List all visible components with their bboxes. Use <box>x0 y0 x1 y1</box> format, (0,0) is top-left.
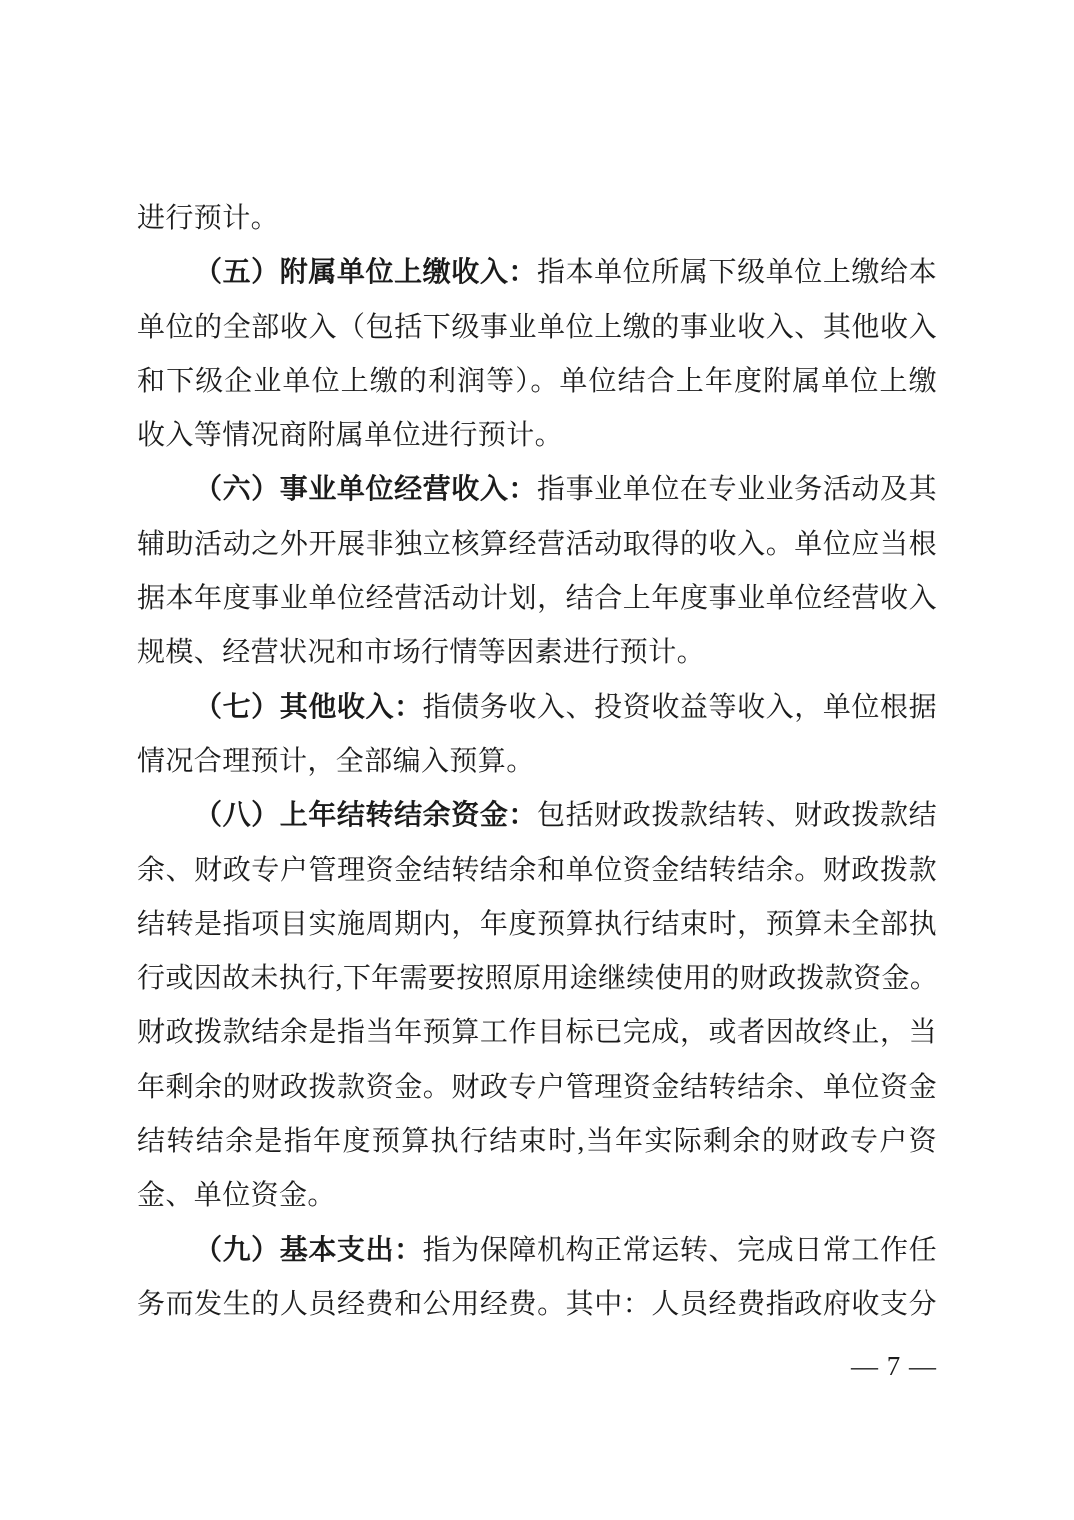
text-line <box>137 1115 937 1169</box>
page-number: — 7 — <box>851 1351 937 1381</box>
section-heading: （七）其他收入： <box>194 691 423 723</box>
text-line <box>137 1006 937 1060</box>
text-line <box>137 518 937 572</box>
text-line <box>137 1061 937 1115</box>
line-text: 辅助活动之外开展非独立核算经营活动取得的收入。单位应当根 <box>137 528 937 560</box>
line-text: 情况合理预计，全部编入预算。 <box>137 745 535 777</box>
line-text: 规模、经营状况和市场行情等因素进行预计。 <box>137 637 706 669</box>
text-line <box>137 463 937 517</box>
text-line <box>137 572 937 626</box>
line-text: 和下级企业单位上缴的利润等）。单位结合上年度附属单位上缴 <box>137 365 937 397</box>
line-text: 据本年度事业单位经营活动计划，结合上年度事业单位经营收入 <box>137 583 937 615</box>
section-heading: （六）事业单位经营收入： <box>194 474 537 506</box>
text-line <box>137 1278 937 1332</box>
text-line <box>137 192 937 246</box>
line-text: 进行预计。 <box>137 203 280 234</box>
text-line <box>137 844 937 898</box>
line-text: 收入等情况商附属单位进行预计。 <box>137 420 564 452</box>
line-text: 结转是指项目实施周期内，年度预算执行结束时，预算未全部执 <box>137 908 937 940</box>
line-text: 结转结余是指年度预算执行结束时,当年实际剩余的财政专户资 <box>137 1126 937 1158</box>
line-text: 指为保障机构正常运转、完成日常工作任 <box>422 1234 937 1266</box>
line-text: 指本单位所属下级单位上缴给本 <box>537 257 937 289</box>
text-line <box>137 952 937 1006</box>
line-text: 财政拨款结余是指当年预算工作目标已完成，或者因故终止，当 <box>137 1017 937 1049</box>
section-heading: （五）附属单位上缴收入： <box>194 257 537 289</box>
line-text: 务而发生的人员经费和公用经费。其中：人员经费指政府收支分 <box>137 1288 937 1320</box>
text-line <box>137 626 937 680</box>
line-text: 包括财政拨款结转、财政拨款结 <box>537 800 937 832</box>
section-heading: （八）上年结转结余资金： <box>194 800 537 832</box>
line-text: 年剩余的财政拨款资金。财政专户管理资金结转结余、单位资金 <box>137 1071 937 1103</box>
text-line <box>137 1169 937 1223</box>
text-line <box>137 355 937 409</box>
line-text: 单位的全部收入（包括下级事业单位上缴的事业收入、其他收入 <box>137 311 937 343</box>
line-text: 行或因故未执行,下年需要按照原用途继续使用的财政拨款资金。 <box>137 963 937 995</box>
text-line <box>137 898 937 952</box>
line-text: 指事业单位在专业业务活动及其 <box>537 474 937 506</box>
text-line <box>137 1224 937 1278</box>
text-block <box>137 192 937 1332</box>
line-text: 金、单位资金。 <box>137 1180 336 1212</box>
line-text: 余、财政专户管理资金结转结余和单位资金结转结余。财政拨款 <box>137 854 937 886</box>
text-line <box>137 789 937 843</box>
text-line <box>137 246 937 300</box>
text-line <box>137 735 937 789</box>
text-line <box>137 409 937 463</box>
text-line <box>137 681 937 735</box>
line-text: 指债务收入、投资收益等收入，单位根据 <box>422 691 937 723</box>
section-heading: （九）基本支出： <box>194 1234 423 1266</box>
text-line <box>137 301 937 355</box>
